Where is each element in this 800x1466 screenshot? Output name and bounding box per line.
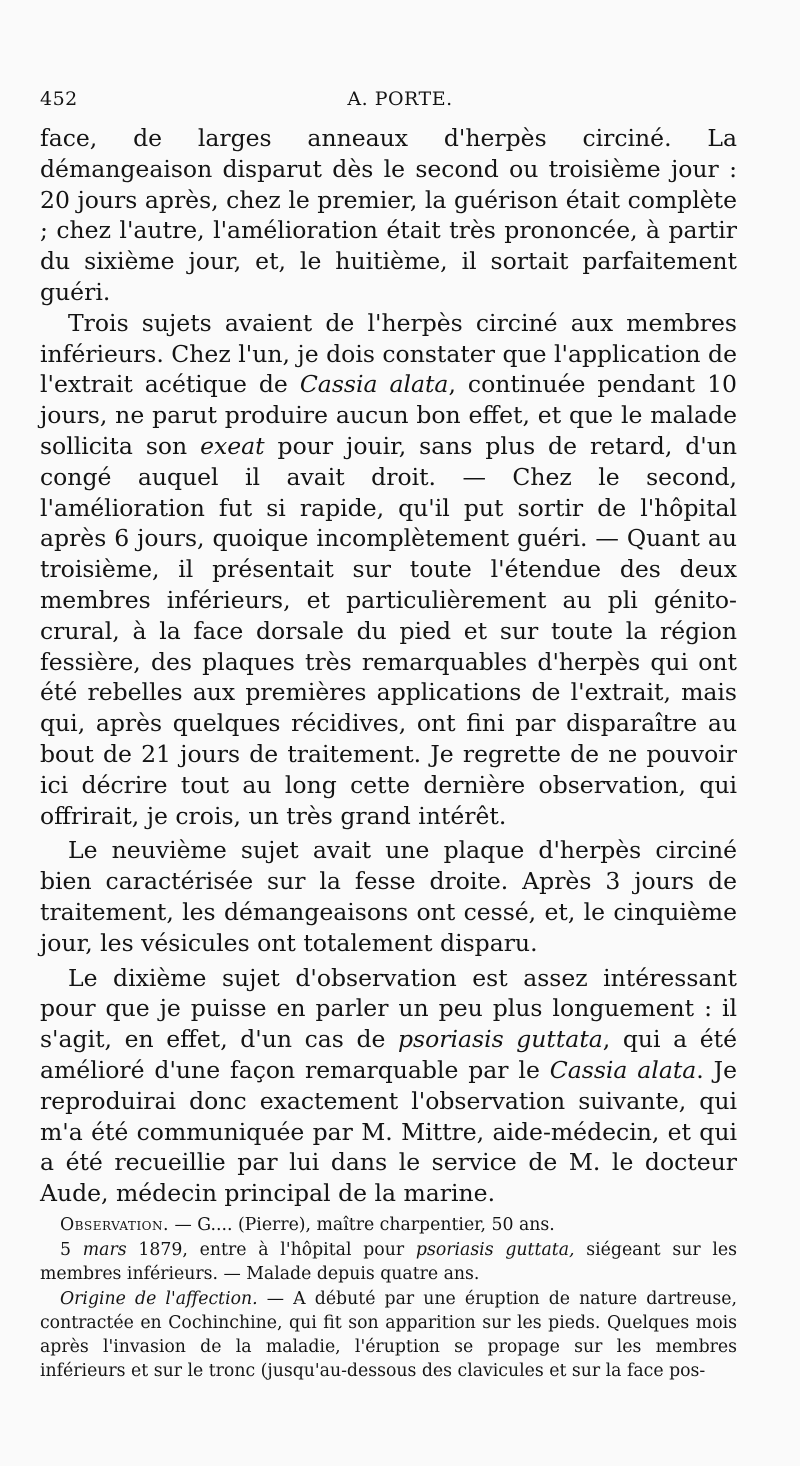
italic-run: psoriasis guttata [398, 1025, 603, 1054]
text-run: . Je reproduirai donc exactement l'observation suivante, qui m'a été communiquée par M. Mittre, aide-médecin, et qui a été recueillie par lui dans le service de M. le docteur Aude, médecin principal de la marine. [40, 1055, 737, 1208]
text-run: — G.... (Pierre), maître charpentier, 50 ans. [169, 1215, 555, 1235]
paragraph [40, 963, 737, 1209]
text-run: pour jouir, sans plus de retard, d'un congé auquel il avait droit. — Chez le second, l'amélioration fut si rapide, qu'il put sortir de l'hôpital après 6 jours, quoique incomplètement guéri. — Quant au troisième, il présentait sur toute l'étendue des deux membres inférieurs, et particulièrement au pli génito-crural, à la face dorsale du pied et sur toute la région fessière, des plaques très remarquables d'herpès qui ont été rebelles aux premières applications de l'extrait, mais qui, après quelques récidives, ont fini par disparaître au bout de 21 jours de traitement. Je regrette de ne pouvoir ici décrire tout au long cette dernière observation, qui offrirait, je crois, un très grand intérêt. [40, 431, 737, 830]
paragraph [40, 308, 737, 832]
page-number: 452 [40, 88, 78, 110]
text-run: Le dixième sujet d'observation est assez intéressant pour que je puisse en parler un peu plus longuement : il s'agit, en effet, d'un cas de [40, 963, 737, 1054]
text-run: face, de larges anneaux d'herpès circiné. La démangeaison disparut dès le second ou troisième jour : 20 jours après, chez le premier, la guérison était complète ; chez l'autre, l'amélioration était très prononcée, à partir du sixième jour, et, le huitième, il sortait parfaitement guéri. [40, 124, 737, 306]
observation-label: Observation. [60, 1215, 170, 1235]
paragraph [40, 835, 737, 958]
note-paragraph [40, 1238, 737, 1286]
text-run: 1879, entre à l'hôpital pour [126, 1240, 416, 1261]
italic-run: psoriasis guttata, [415, 1240, 575, 1261]
italic-run: Origine de l'affection. [60, 1288, 258, 1309]
paragraph [40, 123, 737, 308]
text-run: 5 [60, 1240, 83, 1261]
text-run: , continuée pendant 10 jours, ne parut produire aucun bon effet, et que le malade sollicita son [40, 370, 737, 460]
text-run: Le neuvième sujet avait une plaque d'herpès circiné bien caractérisée sur la fesse droite. Après 3 jours de traitement, les démangeaisons ont cessé, et, le cinquième jour, les vésicules ont totalement disparu. [40, 836, 737, 957]
text-run: — A débuté par une éruption de nature dartreuse, contractée en Cochinchine, qui fit son apparition sur les pieds. Quelques mois après l'invasion de la maladie, l'éruption se propage sur les membres inférieurs et sur le tronc (jusqu'au-dessous des clavicules et sur la face pos- [40, 1288, 737, 1382]
italic-run: mars [82, 1240, 127, 1261]
running-title: A. PORTE. [347, 88, 453, 110]
note-paragraph [40, 1287, 737, 1384]
italic-run: Cassia alata [549, 1055, 697, 1084]
italic-run: Cassia alata [299, 370, 449, 399]
observation-notes [40, 1213, 737, 1383]
text-run: siégeant sur les membres inférieurs. — Malade depuis quatre ans. [40, 1240, 737, 1285]
note-paragraph [40, 1213, 737, 1237]
text-run: Trois sujets avaient de l'herpès circiné aux membres inférieurs. Chez l'un, je dois constater que l'application de l'extrait acétique de [40, 308, 737, 399]
main-text [40, 123, 737, 1209]
italic-run: exeat [200, 431, 265, 460]
running-header [40, 88, 760, 118]
text-run: , qui a été amélioré d'une façon remarquable par le [40, 1025, 737, 1084]
